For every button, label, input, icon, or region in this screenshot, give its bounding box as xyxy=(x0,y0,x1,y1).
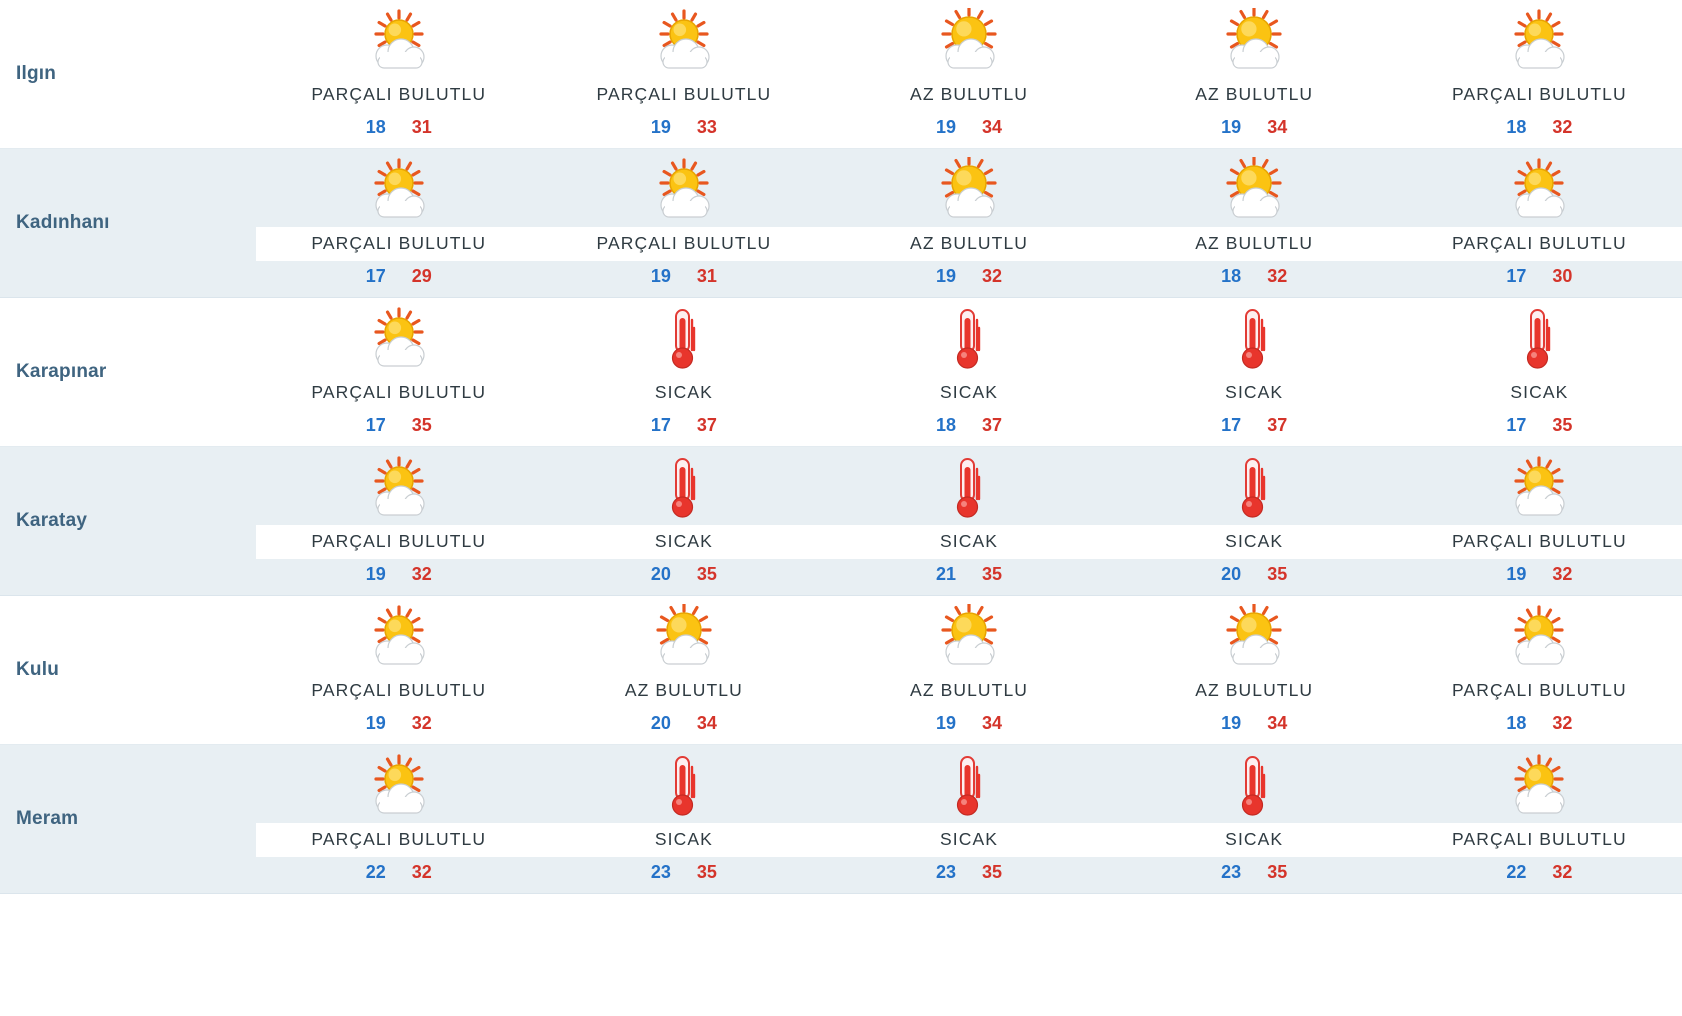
district-name-cell xyxy=(0,298,256,447)
min-temperature: 17 xyxy=(650,415,671,435)
forecast-cell-inner xyxy=(826,0,1111,148)
temperature-row xyxy=(1112,708,1397,744)
forecast-day-cell[interactable] xyxy=(541,298,826,447)
max-temperature: 32 xyxy=(982,266,1003,286)
condition-label: SICAK xyxy=(940,382,999,402)
thermometer-hot-icon xyxy=(1226,745,1282,823)
forecast-cell-inner xyxy=(1112,149,1397,297)
min-temperature: 19 xyxy=(936,266,957,286)
min-temperature: 23 xyxy=(936,862,957,882)
forecast-cell-inner xyxy=(256,149,541,297)
condition-label: SICAK xyxy=(1112,525,1397,559)
forecast-day-cell[interactable] xyxy=(256,0,541,149)
max-temperature: 34 xyxy=(982,713,1003,733)
district-name-cell xyxy=(0,745,256,894)
max-temperature: 32 xyxy=(411,564,432,584)
max-temperature: 32 xyxy=(411,862,432,882)
forecast-cell-inner xyxy=(1397,149,1682,297)
temperature-row xyxy=(1112,410,1397,446)
condition-label: PARÇALI BULUTLU xyxy=(256,227,541,261)
partly-cloudy-icon xyxy=(1501,0,1577,78)
min-temperature: 18 xyxy=(1506,713,1527,733)
condition-label: PARÇALI BULUTLU xyxy=(256,525,541,559)
min-temperature: 19 xyxy=(650,117,671,137)
max-temperature: 32 xyxy=(411,713,432,733)
max-temperature: 37 xyxy=(1267,415,1288,435)
max-temperature: 35 xyxy=(1267,862,1288,882)
min-temperature: 23 xyxy=(1221,862,1242,882)
forecast-day-cell[interactable] xyxy=(1112,596,1397,745)
min-temperature: 19 xyxy=(1506,564,1527,584)
forecast-day-cell[interactable] xyxy=(826,149,1111,298)
forecast-cell-inner xyxy=(1397,0,1682,148)
temperature-row xyxy=(541,708,826,744)
forecast-day-cell[interactable] xyxy=(826,0,1111,149)
forecast-day-cell[interactable] xyxy=(1112,745,1397,894)
thermometer-hot-icon xyxy=(1226,447,1282,525)
forecast-day-cell[interactable] xyxy=(1397,0,1682,149)
condition-label: AZ BULUTLU xyxy=(1195,84,1314,104)
district-name-cell xyxy=(0,447,256,596)
min-temperature: 19 xyxy=(1221,713,1242,733)
thermometer-hot-icon xyxy=(941,298,997,376)
condition-label: AZ BULUTLU xyxy=(826,227,1111,261)
temperature-row xyxy=(541,112,826,148)
table-row xyxy=(0,447,1682,596)
max-temperature: 32 xyxy=(1552,117,1573,137)
forecast-day-cell[interactable] xyxy=(1112,298,1397,447)
temperature-row xyxy=(256,410,541,446)
min-temperature: 19 xyxy=(936,713,957,733)
condition-label: PARÇALI BULUTLU xyxy=(311,84,487,104)
max-temperature: 35 xyxy=(982,564,1003,584)
min-temperature: 18 xyxy=(1221,266,1242,286)
thermometer-hot-icon xyxy=(1226,298,1282,376)
thermometer-hot-icon xyxy=(656,447,712,525)
min-temperature: 17 xyxy=(1506,266,1527,286)
slightly-cloudy-icon xyxy=(931,596,1007,674)
district-label: Ilgın xyxy=(16,63,57,84)
min-temperature: 19 xyxy=(365,564,386,584)
partly-cloudy-icon xyxy=(1501,149,1577,227)
forecast-cell-inner xyxy=(541,596,826,744)
temperature-row xyxy=(1112,857,1397,893)
condition-label: AZ BULUTLU xyxy=(910,84,1029,104)
max-temperature: 31 xyxy=(696,266,717,286)
min-temperature: 19 xyxy=(1221,117,1242,137)
thermometer-hot-icon xyxy=(941,447,997,525)
forecast-day-cell[interactable] xyxy=(256,298,541,447)
max-temperature: 35 xyxy=(696,564,717,584)
forecast-cell-inner xyxy=(256,596,541,744)
max-temperature: 32 xyxy=(1552,862,1573,882)
max-temperature: 30 xyxy=(1552,266,1573,286)
min-temperature: 20 xyxy=(650,564,671,584)
slightly-cloudy-icon xyxy=(931,0,1007,78)
condition-label: SICAK xyxy=(541,823,826,857)
forecast-cell-inner xyxy=(256,745,541,893)
temperature-row xyxy=(826,857,1111,893)
condition-label: PARÇALI BULUTLU xyxy=(1397,227,1682,261)
min-temperature: 20 xyxy=(650,713,671,733)
forecast-day-cell[interactable] xyxy=(826,298,1111,447)
max-temperature: 37 xyxy=(982,415,1003,435)
forecast-cell-inner xyxy=(826,298,1111,446)
condition-label: AZ BULUTLU xyxy=(910,680,1029,700)
max-temperature: 34 xyxy=(1267,117,1288,137)
temperature-row xyxy=(256,112,541,148)
max-temperature: 29 xyxy=(411,266,432,286)
forecast-cell-inner xyxy=(1112,447,1397,595)
temperature-row xyxy=(256,857,541,893)
partly-cloudy-icon xyxy=(1501,596,1577,674)
forecast-day-cell[interactable] xyxy=(541,149,826,298)
min-temperature: 19 xyxy=(365,713,386,733)
max-temperature: 32 xyxy=(1267,266,1288,286)
forecast-cell-inner xyxy=(1112,745,1397,893)
forecast-cell-inner xyxy=(541,447,826,595)
temperature-row xyxy=(1112,261,1397,297)
partly-cloudy-icon xyxy=(361,745,437,823)
min-temperature: 19 xyxy=(936,117,957,137)
temperature-row xyxy=(256,261,541,297)
partly-cloudy-icon xyxy=(361,0,437,78)
forecast-day-cell[interactable] xyxy=(1112,0,1397,149)
temperature-row xyxy=(256,708,541,744)
condition-label: PARÇALI BULUTLU xyxy=(1452,680,1627,700)
max-temperature: 35 xyxy=(982,862,1003,882)
condition-label: SICAK xyxy=(826,823,1111,857)
condition-label: SICAK xyxy=(826,525,1111,559)
condition-label: PARÇALI BULUTLU xyxy=(596,84,772,104)
forecast-day-cell[interactable] xyxy=(826,447,1111,596)
partly-cloudy-icon xyxy=(361,298,437,376)
table-row xyxy=(0,596,1682,745)
max-temperature: 32 xyxy=(1552,713,1573,733)
forecast-day-cell[interactable] xyxy=(1112,149,1397,298)
condition-label: SICAK xyxy=(541,525,826,559)
condition-label: PARÇALI BULUTLU xyxy=(1397,823,1682,857)
forecast-day-cell[interactable] xyxy=(541,596,826,745)
forecast-day-cell[interactable] xyxy=(541,0,826,149)
table-row xyxy=(0,149,1682,298)
table-row xyxy=(0,0,1682,149)
partly-cloudy-icon xyxy=(361,596,437,674)
temperature-row xyxy=(1397,559,1682,595)
temperature-row xyxy=(541,410,826,446)
temperature-row xyxy=(1397,261,1682,297)
temperature-row xyxy=(1397,410,1682,446)
forecast-day-cell[interactable] xyxy=(541,745,826,894)
forecast-day-cell[interactable] xyxy=(826,596,1111,745)
thermometer-hot-icon xyxy=(941,745,997,823)
condition-label: AZ BULUTLU xyxy=(1195,680,1314,700)
min-temperature: 23 xyxy=(650,862,671,882)
slightly-cloudy-icon xyxy=(931,149,1007,227)
condition-label: SICAK xyxy=(654,382,713,402)
forecast-day-cell[interactable] xyxy=(256,596,541,745)
max-temperature: 34 xyxy=(696,713,717,733)
min-temperature: 18 xyxy=(1506,117,1527,137)
max-temperature: 35 xyxy=(696,862,717,882)
forecast-cell-inner xyxy=(1112,596,1397,744)
temperature-row xyxy=(1112,112,1397,148)
forecast-cell-inner xyxy=(826,149,1111,297)
forecast-cell-inner xyxy=(826,447,1111,595)
min-temperature: 22 xyxy=(365,862,386,882)
condition-label: AZ BULUTLU xyxy=(1112,227,1397,261)
district-label: Karapınar xyxy=(16,361,107,382)
temperature-row xyxy=(541,559,826,595)
min-temperature: 17 xyxy=(365,266,386,286)
forecast-day-cell[interactable] xyxy=(1397,745,1682,894)
condition-label: PARÇALI BULUTLU xyxy=(311,382,487,402)
forecast-cell-inner xyxy=(1397,596,1682,744)
forecast-day-cell[interactable] xyxy=(541,447,826,596)
forecast-cell-inner xyxy=(1112,298,1397,446)
forecast-cell-inner xyxy=(826,745,1111,893)
min-temperature: 18 xyxy=(936,415,957,435)
thermometer-hot-icon xyxy=(656,298,712,376)
forecast-cell-inner xyxy=(1397,298,1682,446)
slightly-cloudy-icon xyxy=(1216,149,1292,227)
condition-label: SICAK xyxy=(1510,382,1569,402)
partly-cloudy-icon xyxy=(361,447,437,525)
temperature-row xyxy=(826,708,1111,744)
forecast-cell-inner xyxy=(1397,447,1682,595)
forecast-day-cell[interactable] xyxy=(256,149,541,298)
district-name-cell xyxy=(0,596,256,745)
forecast-day-cell[interactable] xyxy=(1397,149,1682,298)
temperature-row xyxy=(541,261,826,297)
temperature-row xyxy=(256,559,541,595)
forecast-day-cell[interactable] xyxy=(1397,596,1682,745)
partly-cloudy-icon xyxy=(1501,447,1577,525)
forecast-cell-inner xyxy=(541,298,826,446)
forecast-cell-inner xyxy=(541,745,826,893)
forecast-day-cell[interactable] xyxy=(826,745,1111,894)
thermometer-hot-icon xyxy=(656,745,712,823)
temperature-row xyxy=(1397,708,1682,744)
forecast-day-cell[interactable] xyxy=(1112,447,1397,596)
max-temperature: 32 xyxy=(1552,564,1573,584)
district-label: Meram xyxy=(16,808,79,829)
max-temperature: 34 xyxy=(1267,713,1288,733)
slightly-cloudy-icon xyxy=(646,596,722,674)
max-temperature: 33 xyxy=(696,117,717,137)
forecast-day-cell[interactable] xyxy=(256,745,541,894)
forecast-cell-inner xyxy=(541,149,826,297)
forecast-day-cell[interactable] xyxy=(256,447,541,596)
forecast-day-cell[interactable] xyxy=(1397,298,1682,447)
min-temperature: 17 xyxy=(1221,415,1242,435)
district-label: Kulu xyxy=(16,659,60,680)
condition-label: PARÇALI BULUTLU xyxy=(256,823,541,857)
temperature-row xyxy=(1397,857,1682,893)
district-name-cell xyxy=(0,0,256,149)
min-temperature: 17 xyxy=(1506,415,1527,435)
max-temperature: 31 xyxy=(411,117,432,137)
condition-label: PARÇALI BULUTLU xyxy=(1452,84,1627,104)
forecast-cell-inner xyxy=(826,596,1111,744)
max-temperature: 35 xyxy=(1552,415,1573,435)
condition-label: PARÇALI BULUTLU xyxy=(311,680,487,700)
max-temperature: 34 xyxy=(982,117,1003,137)
partly-cloudy-icon xyxy=(646,149,722,227)
max-temperature: 35 xyxy=(411,415,432,435)
slightly-cloudy-icon xyxy=(1216,596,1292,674)
condition-label: AZ BULUTLU xyxy=(624,680,743,700)
forecast-cell-inner xyxy=(1397,745,1682,893)
min-temperature: 19 xyxy=(650,266,671,286)
condition-label: PARÇALI BULUTLU xyxy=(1397,525,1682,559)
min-temperature: 18 xyxy=(365,117,386,137)
partly-cloudy-icon xyxy=(1501,745,1577,823)
temperature-row xyxy=(1112,559,1397,595)
temperature-row xyxy=(1397,112,1682,148)
thermometer-hot-icon xyxy=(1511,298,1567,376)
table-row xyxy=(0,745,1682,894)
temperature-row xyxy=(826,261,1111,297)
temperature-row xyxy=(826,559,1111,595)
condition-label: SICAK xyxy=(1225,382,1284,402)
partly-cloudy-icon xyxy=(361,149,437,227)
forecast-cell-inner xyxy=(1112,0,1397,148)
min-temperature: 20 xyxy=(1221,564,1242,584)
max-temperature: 37 xyxy=(696,415,717,435)
district-label: Karatay xyxy=(16,510,88,531)
forecast-cell-inner xyxy=(256,0,541,148)
min-temperature: 17 xyxy=(365,415,386,435)
partly-cloudy-icon xyxy=(646,0,722,78)
forecast-cell-inner xyxy=(256,298,541,446)
max-temperature: 35 xyxy=(1267,564,1288,584)
district-name-cell xyxy=(0,149,256,298)
condition-label: PARÇALI BULUTLU xyxy=(541,227,826,261)
forecast-cell-inner xyxy=(256,447,541,595)
district-label: Kadınhanı xyxy=(16,212,110,233)
temperature-row xyxy=(541,857,826,893)
forecast-cell-inner xyxy=(541,0,826,148)
forecast-day-cell[interactable] xyxy=(1397,447,1682,596)
temperature-row xyxy=(826,410,1111,446)
condition-label: SICAK xyxy=(1112,823,1397,857)
slightly-cloudy-icon xyxy=(1216,0,1292,78)
min-temperature: 21 xyxy=(936,564,957,584)
temperature-row xyxy=(826,112,1111,148)
table-row xyxy=(0,298,1682,447)
min-temperature: 22 xyxy=(1506,862,1527,882)
